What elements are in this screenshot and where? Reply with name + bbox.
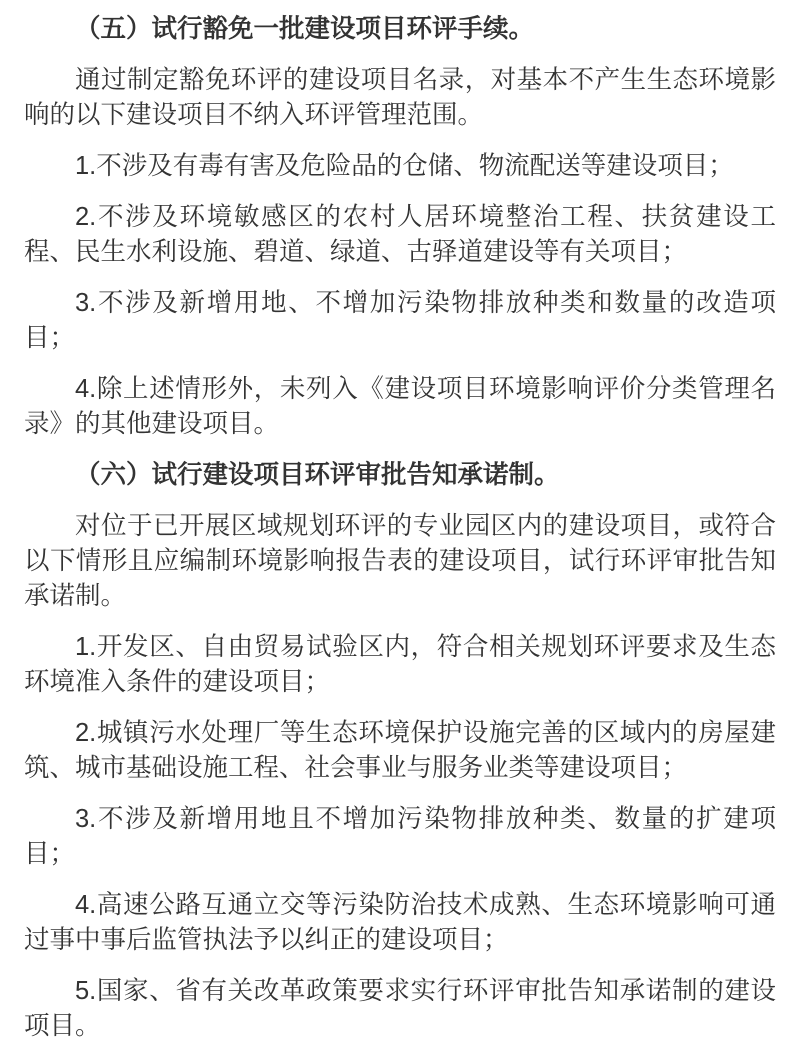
section-6-item-5: 5.国家、省有关改革政策要求实行环评审批告知承诺制的建设项目。 [24,977,776,1040]
section-6-item-3: 3.不涉及新增用地且不增加污染物排放种类、数量的扩建项目； [24,805,776,868]
section-6-intro: 对位于已开展区域规划环评的专业园区内的建设项目，或符合以下情形且应编制环境影响报告表的建设项目，试行环评审批告知承诺制。 [24,512,776,610]
section-6-item-2: 2.城镇污水处理厂等生态环境保护设施完善的区域内的房屋建筑、城市基础设施工程、社会事业与服务业类等建设项目； [24,719,776,782]
section-heading-6: （六）试行建设项目环评审批告知承诺制。 [75,461,560,489]
section-heading-5: （五）试行豁免一批建设项目环评手续。 [75,15,535,43]
section-6-item-4: 4.高速公路互通立交等污染防治技术成熟、生态环境影响可通过事中事后监管执法予以纠正的建设项目； [24,891,776,954]
section-5-item-4: 4.除上述情形外，未列入《建设项目环境影响评价分类管理名录》的其他建设项目。 [24,375,776,438]
section-5-item-2: 2.不涉及环境敏感区的农村人居环境整治工程、扶贫建设工程、民生水利设施、碧道、绿道、古驿道建设等有关项目； [24,203,776,266]
section-5-item-1: 1.不涉及有毒有害及危险品的仓储、物流配送等建设项目； [75,152,734,180]
section-5-intro: 通过制定豁免环评的建设项目名录，对基本不产生生态环境影响的以下建设项目不纳入环评管理范围。 [24,66,776,129]
section-5-item-3: 3.不涉及新增用地、不增加污染物排放种类和数量的改造项目； [24,289,776,352]
section-6-item-1: 1.开发区、自由贸易试验区内，符合相关规划环评要求及生态环境准入条件的建设项目； [24,633,776,696]
